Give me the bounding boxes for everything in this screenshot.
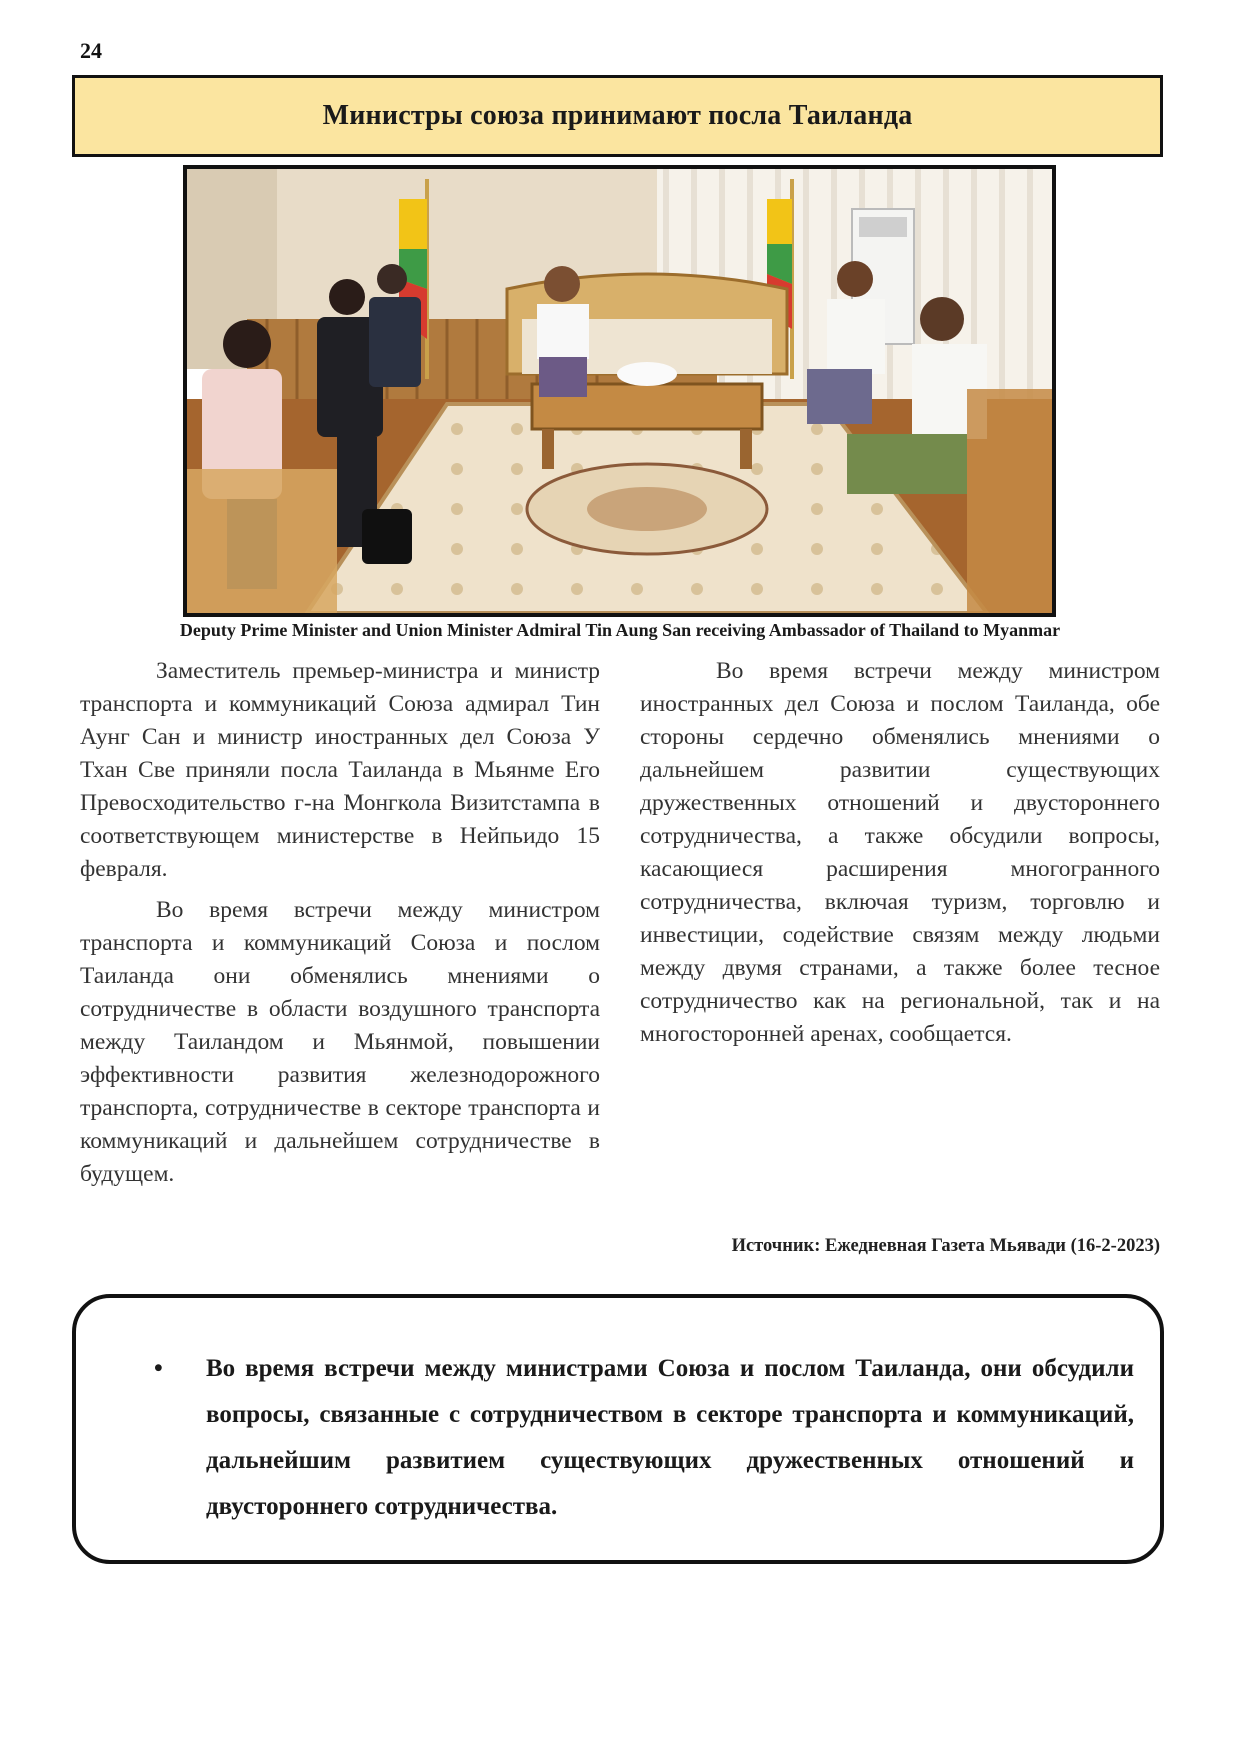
summary-text: Во время встречи между министрами Союза и послом Таиланда, они обсудили вопросы, связанные с сотрудничеством в секторе транспорта и коммуникаций, дальнейшим развитием существующих дружественных отношений и двустороннего сотрудничества. (206, 1355, 1134, 1520)
article-paragraph: Во время встречи между министром иностранных дел Союза и послом Таиланда, обе стороны сердечно обменялись мнениями о дальнейшем развитии существующих дружественных отношений и двустороннего сотрудничества, а также обсудили вопросы, касающиеся расширения многогранного сотрудничества, включая туризм, торговлю и инвестиции, содействие связям между людьми между двумя странами, а также более тесное сотрудничество как на региональной, так и на многосторонней аренах, сообщается. (640, 658, 1160, 1047)
bullet-icon: • (154, 1355, 163, 1382)
summary-item (134, 1346, 1134, 1530)
summary-box (72, 1294, 1164, 1564)
page-number: 24 (80, 38, 102, 63)
article-paragraph: Во время встречи между министром транспорта и коммуникаций Союза и послом Таиланда они обменялись мнениями о сотрудничестве в области воздушного транспорта между Таиландом и Мьянмой, повышении эффективности развития железнодорожного транспорта, сотрудничестве в секторе транспорта и коммуникаций и дальнейшем сотрудничестве в будущем. (80, 897, 600, 1187)
photo-caption: Deputy Prime Minister and Union Minister Admiral Tin Aung San receiving Ambassador of Thailand to Myanmar (179, 620, 1061, 640)
source-citation: Источник: Ежедневная Газета Мьявади (16-2-2023) (731, 1236, 1160, 1256)
summary-list (134, 1346, 1134, 1530)
article-right-column (640, 655, 1160, 1051)
page-title: Министры союза принимают посла Таиланда (322, 100, 913, 131)
article-left-column (80, 655, 600, 1191)
title-banner (72, 75, 1163, 157)
article-paragraph: Заместитель премьер-министра и министр транспорта и коммуникаций Союза адмирал Тин Аунг Сан и министр иностранных дел Союза У Тхан Све приняли посла Таиланда в Мьянме Его Превосходительство г-на Монгкола Визитстампа в соответствующем министерстве в Нейпьидо 15 февраля. (80, 658, 600, 882)
meeting-photo (183, 165, 1056, 617)
